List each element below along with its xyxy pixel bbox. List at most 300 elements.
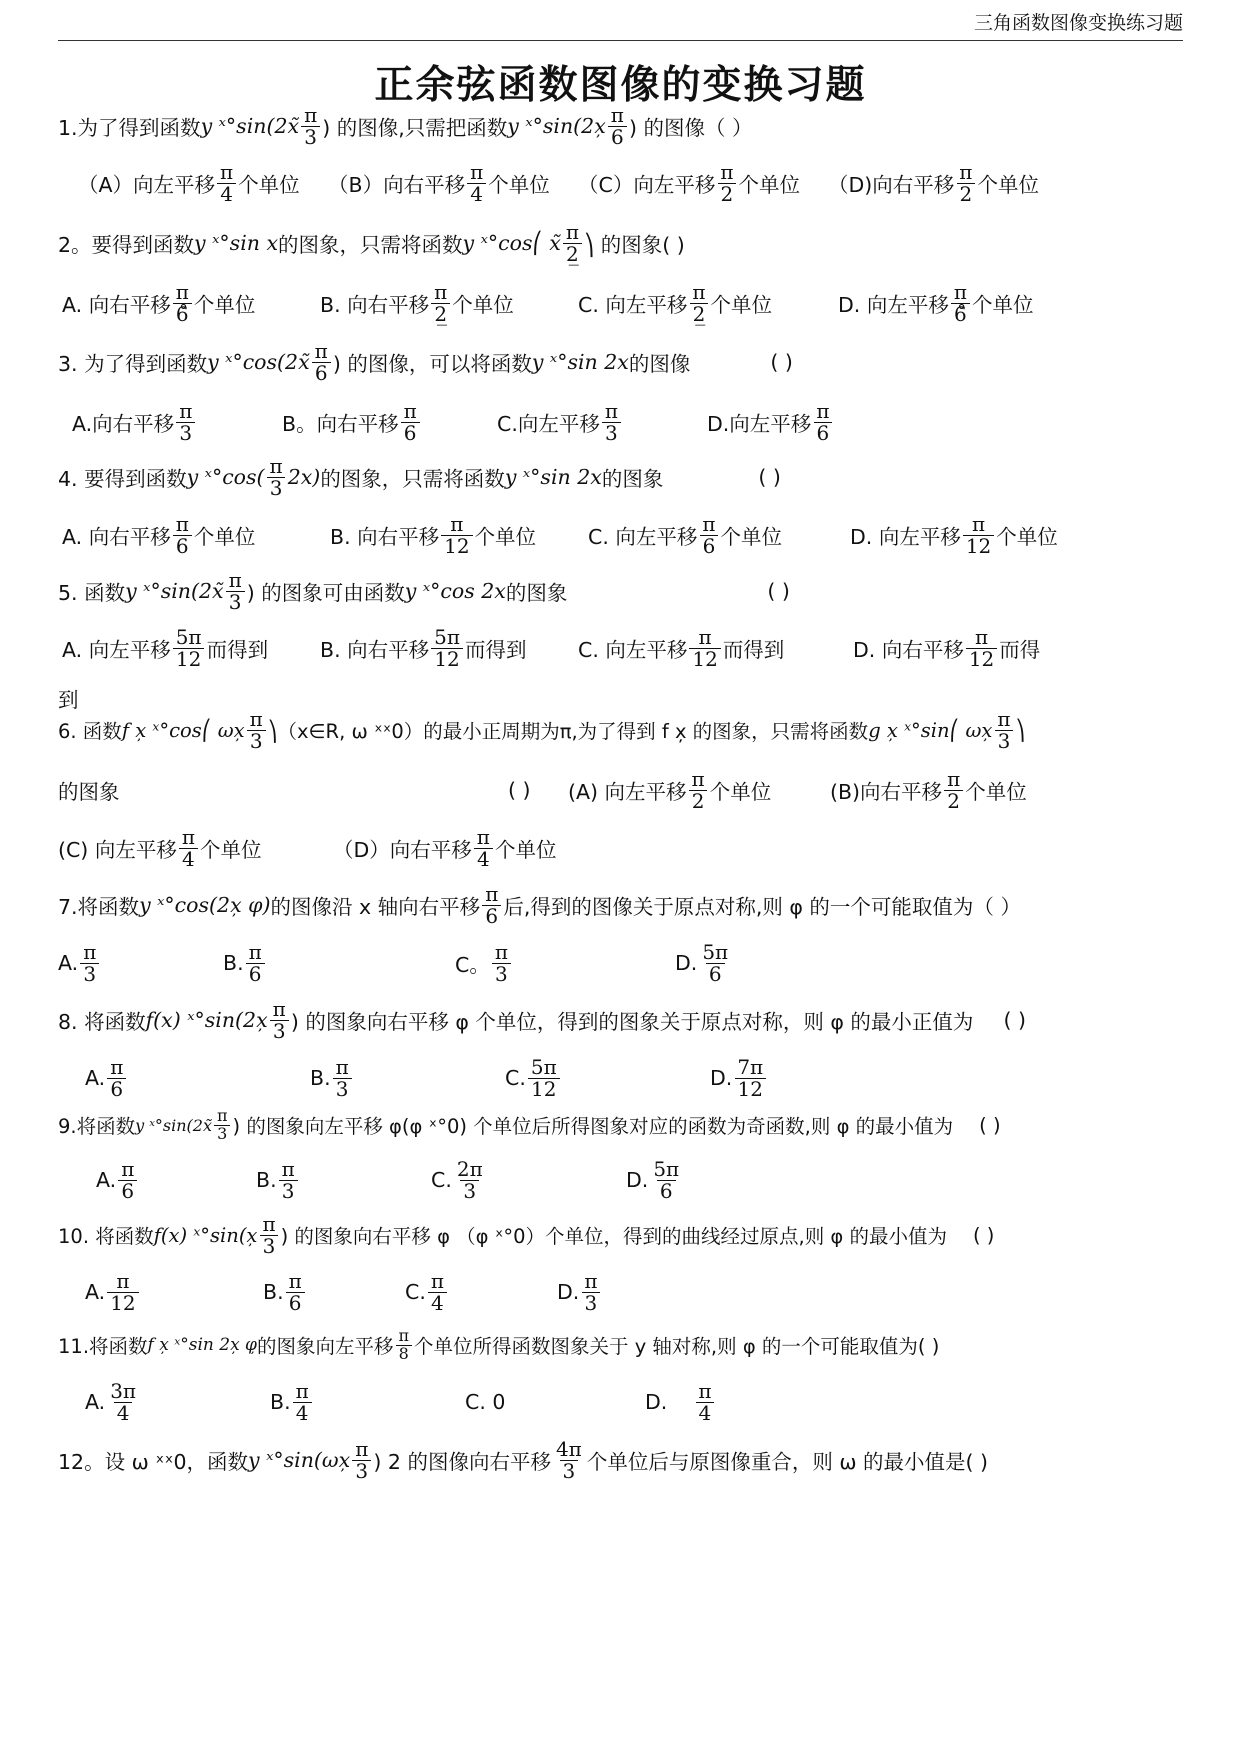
fraction [734,1054,766,1101]
fraction [431,624,463,671]
stem-text: ⎞（x∈R, ω ˣˣ0）的最小正周期为π,为了得到 f x̦ 的图象，只需将函数 [267,720,869,743]
answer-blank[interactable]: ( ) [508,778,531,802]
fraction-denominator: 4 [293,1402,312,1424]
fraction-denominator: 12 [963,535,994,557]
fraction [226,567,245,614]
option-text: (B)向右平移 [830,780,943,804]
question-3-stem [58,332,1183,392]
question-6-line-2 [58,760,1183,820]
fraction [286,1268,305,1315]
option-text: 而得 [999,638,1041,662]
fraction-numerator: 5π [702,939,729,964]
option-d[interactable] [333,824,557,871]
math-expression: f x̦ ˣ°sin 2x̦ φ̦ [147,1335,257,1355]
fraction-denominator: 3 [226,591,245,613]
option-text: D. [675,951,698,975]
fraction-numerator: π [698,1378,712,1403]
option-a[interactable] [78,159,328,206]
fraction-denominator: 6 [107,1078,126,1100]
fraction [528,1054,560,1101]
fraction-denominator: 3 [260,1235,279,1257]
fraction-numerator: π [179,398,193,423]
stem-text: 7.将函数 [58,895,140,919]
option-c[interactable] [431,1156,626,1203]
option-a[interactable] [72,398,282,445]
option-text: 个单位 [199,838,262,862]
math-expression: y ˣ°sin(2x̃ [200,114,300,138]
stem-text: 6. 函数 [58,720,122,743]
fraction-numerator: 3π [110,1378,137,1403]
option-d[interactable] [645,1378,716,1425]
fraction-denominator: 12 [173,648,204,670]
fraction [428,1268,447,1315]
fraction-numerator: π [249,706,263,731]
fraction-denominator: 12 [735,1078,766,1100]
option-c[interactable] [58,824,333,871]
option-text: B. [310,1066,331,1090]
fraction-denominator: 3 [267,477,286,499]
option-c[interactable] [588,511,850,558]
fraction-numerator: π [262,1211,276,1236]
option-a[interactable] [85,1054,310,1101]
option-b[interactable] [223,939,455,986]
fraction-denominator: 2̲ [431,303,450,325]
math-expression: y ˣ°cos(2x̃ [207,350,310,374]
fraction-numerator: 5π [653,1156,680,1181]
question-4-stem [58,447,1183,507]
math-expression: f(x) ˣ°sin(2x̦ [145,1008,268,1032]
fraction [179,824,198,871]
option-a[interactable] [62,279,320,326]
fraction-numerator: π [269,453,283,478]
stem-text: 个单位所得函数图象关于 y 轴对称,则 φ 的一个可能取值为( ) [414,1335,940,1358]
fraction [217,159,236,206]
fraction-denominator: 6 [312,362,331,384]
fraction-denominator: 12 [966,648,997,670]
question-12-stem [58,1430,1183,1490]
fraction [173,624,205,671]
option-b[interactable] [330,511,588,558]
answer-blank[interactable]: ( ) [1003,1008,1026,1032]
option-text: A. 向右平移 [62,293,171,317]
option-text: 个单位 [971,293,1034,317]
option-text: （A）向左平移 [78,173,216,197]
option-text: 个单位 [474,525,537,549]
option-text: B. [270,1390,291,1414]
option-a[interactable] [62,511,330,558]
fraction-numerator: π [698,624,712,649]
fraction-numerator: π [691,766,705,791]
fraction-denominator: 2 [689,790,708,812]
fraction [699,939,731,986]
fraction [247,706,266,753]
option-text: C。 [455,953,490,977]
fraction-denominator: 4 [179,848,198,870]
fraction [301,102,320,149]
option-text: A. [85,1280,106,1304]
fraction-numerator: π [304,102,318,127]
fraction [176,398,195,445]
option-b[interactable] [263,1268,405,1315]
fraction-numerator: π [281,1156,295,1181]
stem-text: 8. 将函数 [58,1010,146,1034]
option-text: 个单位 [996,525,1058,549]
fraction-numerator: π [953,279,967,304]
stem-text: ⎞ 的图象( ) [583,233,685,257]
answer-blank[interactable]: ( ) [767,579,790,603]
fraction-denominator: 3 [270,1020,289,1042]
option-c[interactable] [465,1390,645,1414]
fraction-numerator: 5π [434,624,460,649]
answer-blank[interactable]: ( ) [758,465,781,489]
stem-text: 的图像 [628,352,691,376]
fraction-denominator: 12 [431,648,462,670]
option-text: C. 向左平移 [578,638,688,662]
fraction [441,511,472,558]
fraction-denominator: 2 [957,183,976,205]
fraction [813,398,832,445]
stem-text: ) 的图像（ ） [628,116,753,140]
fraction [944,766,963,813]
stem-text: ) 的图象可由函数 [246,581,405,605]
fraction-numerator: π [116,1268,130,1293]
option-text: C. 向左平移 [578,293,688,317]
option-c[interactable] [505,1054,710,1101]
math-expression: y ˣ°cos 2x [404,579,506,603]
fraction-numerator: π [181,824,195,849]
option-text: 个单位 [193,525,256,549]
fraction-denominator: 6 [657,1180,676,1202]
fraction [602,398,621,445]
option-text: B. [223,951,244,975]
option-text: 个单位 [452,293,514,317]
fraction-numerator: π [470,159,484,184]
stem-text: ) 的图像,只需把函数 [322,116,508,140]
option-d[interactable] [557,1268,602,1315]
fraction-numerator: π [971,511,986,536]
option-a[interactable] [62,624,320,671]
math-expression: g x̦ ˣ°sin⎛ ωx̦ [868,718,993,742]
fraction [553,1436,585,1483]
fraction [279,1156,298,1203]
option-c[interactable] [578,624,853,671]
option-text: 个单位 [965,780,1027,804]
fraction-denominator: 6̊ [951,303,970,325]
option-c[interactable] [497,398,707,445]
fraction-numerator: π [175,279,189,304]
fraction-denominator: 3 [602,422,621,444]
fraction [173,279,192,326]
fraction-denominator: 6 [286,1292,305,1314]
fraction-numerator: π [702,511,716,536]
option-d[interactable] [675,939,733,986]
fraction-denominator: 6 [700,535,719,557]
stem-text: 的图像沿 x 轴向右平移 [270,895,481,919]
fraction-numerator: 5π [175,624,202,649]
fraction [581,1268,600,1315]
option-text: (A) 向左平移 [568,780,687,804]
fraction-numerator: 2π [456,1156,483,1181]
math-expression: f x̦ ˣ°cos⎛ ωx̦ [121,718,245,742]
option-text: D. 向右平移 [853,638,964,662]
option-text: C. 向左平移 [588,525,698,549]
fraction-numerator: π [217,1105,228,1125]
stem-text: ) 的图象向左平移 φ(φ ˣ°0) 个单位后所得图象对应的函数为奇函数,则 φ 的最小值为 [232,1115,954,1138]
fraction-numerator: π [720,159,734,184]
stem-text: 个单位后与原图像重合，则 ω 的最小值是( ) [586,1450,989,1474]
fraction-denominator: 3 [352,1460,371,1482]
option-text: A. [96,1168,117,1192]
option-b[interactable] [328,159,578,206]
option-d[interactable] [626,1156,684,1203]
fraction [689,279,708,326]
option-text: B. 向右平移 [320,638,430,662]
option-text: 而得到 [464,638,527,662]
stem-text: 4. 要得到函数 [58,467,187,491]
fraction-denominator: 3 [279,1180,298,1202]
option-text: D. 向左平移 [838,293,949,317]
fraction-denominator: 3 [582,1292,601,1314]
answer-blank[interactable]: ( ) [973,1223,995,1247]
fraction-denominator: 3 [247,730,266,752]
option-text: D. 向左平移 [850,525,961,549]
fraction-denominator: 3 [492,963,511,985]
option-text: A. [58,951,79,975]
fraction [431,279,450,326]
option-b[interactable] [256,1156,431,1203]
question-7-options [58,933,1183,993]
fraction [482,881,501,928]
math-expression: y ˣ°sin(2x̃ [125,579,224,603]
answer-blank[interactable]: ( ) [770,350,793,374]
option-a[interactable] [568,766,830,813]
option-text: 个单位 [193,293,256,317]
option-d[interactable] [838,279,1034,326]
question-10-stem [58,1205,1183,1265]
question-11-stem [58,1315,1183,1375]
option-text: B. 向右平移 [330,525,440,549]
option-b[interactable] [320,624,578,671]
option-d[interactable] [853,624,1041,671]
math-expression: f(x) ˣ°sin(x̦ [153,1223,258,1247]
option-text: B. [263,1280,284,1304]
option-b[interactable] [830,766,1027,813]
option-text: 个单位 [494,838,557,862]
option-text: 而得到 [206,638,269,662]
fraction [333,1054,352,1101]
fraction-numerator: π [584,1268,598,1293]
fraction-numerator: 7π [737,1054,764,1079]
option-text: 个单位 [709,780,772,804]
option-text: B. 向右平移 [320,293,430,317]
fraction [994,706,1013,753]
option-text: 个单位 [488,173,550,197]
option-text: C. [431,1168,452,1192]
option-text: 个单位 [738,173,800,197]
math-expression: y ˣ°sin 2x [531,350,629,374]
option-text: A. 向右平移 [62,525,171,549]
stem-text: ) 2 的图像向右平移 [373,1450,551,1474]
option-d[interactable] [707,398,834,445]
fraction-numerator: π [434,279,448,304]
fraction-denominator: 12 [441,535,472,557]
option-text: (C) 向左平移 [58,838,177,862]
stem-text: 5. 函数 [58,581,126,605]
fraction-denominator: 6 [118,1180,137,1202]
fraction-numerator: π [947,766,961,791]
fraction-denominator: 3 [995,730,1014,752]
fraction-numerator: π [610,102,624,127]
option-a[interactable] [58,939,223,986]
fraction-numerator: π [248,939,262,964]
question-2-stem [58,213,1183,273]
fraction-denominator: 3 [214,1125,230,1143]
stem-text: 的图象 [505,581,568,605]
fraction-denominator: 2 [718,183,737,205]
fraction [689,766,708,813]
fraction-numerator: π [430,1268,444,1293]
fraction-denominator: 6 [608,126,627,148]
stem-text: 10. 将函数 [58,1225,154,1248]
fraction [474,824,493,871]
stem-text: ⎞ [1015,718,1026,742]
fraction-denominator: 4 [114,1402,133,1424]
option-text: 个单位 [238,173,300,197]
stem-text: 9.将函数 [58,1115,136,1138]
fraction-numerator: 4π [555,1436,582,1461]
fraction [259,1211,278,1258]
fraction-numerator: π [175,511,189,536]
option-a[interactable] [85,1268,263,1315]
fraction-denominator: 6 [173,535,192,557]
fraction-numerator: π [959,159,973,184]
fraction-denominator: 3 [560,1460,579,1482]
question-3-options [72,392,1183,452]
option-text: （B）向右平移 [328,173,466,197]
fraction-denominator: 4 [428,1292,447,1314]
fraction [492,939,511,986]
fraction-numerator: π [604,398,618,423]
question-9-options [96,1150,1183,1210]
fraction-numerator: π [450,511,464,536]
fraction-denominator: 12 [689,648,720,670]
option-d[interactable] [828,159,1039,206]
fraction-numerator: π [816,398,830,423]
option-text: B。向右平移 [282,412,399,436]
fraction-denominator: 4 [474,848,493,870]
option-text: C. [505,1066,526,1090]
fraction [246,939,265,986]
math-expression: y ˣ°sin(ωx̦ [248,1448,351,1472]
option-a[interactable] [96,1156,256,1203]
option-a[interactable] [85,1378,270,1425]
fraction-denominator: 6 [482,905,501,927]
option-text: A. [85,1066,106,1090]
question-9-stem [58,1095,1183,1155]
option-text: A. [85,1390,106,1414]
option-text: （C）向左平移 [578,173,716,197]
stem-text: 的图象向左平移 [256,1335,394,1358]
stem-text: 2。要得到函数 [58,233,195,257]
fraction [699,511,718,558]
fraction [689,624,720,671]
option-text: （D)向右平移 [828,173,955,197]
option-text: 个单位 [977,173,1039,197]
fraction-denominator: 2 [944,790,963,812]
fraction-numerator: π [110,1054,124,1079]
option-text: D. [710,1066,733,1090]
fraction-denominator: 4 [467,183,486,205]
option-b[interactable] [320,279,578,326]
fraction-numerator: π [997,706,1011,731]
stem-text: 的图象 [58,780,120,804]
math-expression: y ˣ°cos⎛ x̃ [462,231,561,255]
option-text: A.向右平移 [72,412,175,436]
fraction-numerator: π [494,939,508,964]
question-4-options [62,505,1183,565]
math-expression: y ˣ°sin x [194,231,279,255]
fraction-denominator: 3 [301,126,320,148]
stem-text: ) 的图像，可以将函数 [332,352,532,376]
fraction [717,159,736,206]
fraction [107,1378,139,1425]
fraction-numerator: π [228,567,242,592]
fraction [608,102,627,149]
question-8-stem [58,990,1183,1050]
fraction-numerator: π [121,1156,135,1181]
math-expression: y ˣ°sin 2x [504,465,602,489]
option-d[interactable] [710,1054,768,1101]
fraction [173,511,192,558]
option-c[interactable] [578,159,828,206]
option-b[interactable] [310,1054,505,1101]
fraction [467,159,486,206]
math-expression: y ˣ°cos(2x̦ φ) [139,893,271,917]
fraction [401,398,420,445]
option-c[interactable] [455,939,675,986]
stem-text: 的图象 [601,467,664,491]
option-text: D.向左平移 [707,412,812,436]
fraction [270,996,289,1043]
fraction-denominator: 3 [333,1078,352,1100]
fraction-numerator: π [272,996,286,1021]
option-c[interactable] [405,1268,557,1315]
fraction-denominator: 4 [217,183,236,205]
fraction [966,624,997,671]
option-text: C.向左平移 [497,412,600,436]
option-c[interactable] [578,279,838,326]
fraction-numerator: π [974,624,989,649]
fraction [454,1156,486,1203]
fraction-numerator: π [220,159,234,184]
header-divider [58,40,1183,41]
fraction-denominator: 6̊ [173,303,192,325]
option-text: C. 0 [465,1390,506,1414]
answer-blank[interactable]: ( ) [979,1113,1001,1137]
option-b[interactable] [282,398,497,445]
fraction-denominator: 6 [401,422,420,444]
option-b[interactable] [270,1378,465,1425]
fraction [695,1378,714,1425]
fraction [650,1156,682,1203]
fraction-numerator: π [398,1325,409,1345]
math-expression: y ˣ°cos( [186,465,265,489]
stem-text: 的图象，只需将函数 [278,233,463,257]
option-d[interactable] [850,511,1058,558]
fraction-denominator: 6 [814,422,833,444]
fraction-numerator: 5π [530,1054,557,1079]
fraction [107,1268,138,1315]
